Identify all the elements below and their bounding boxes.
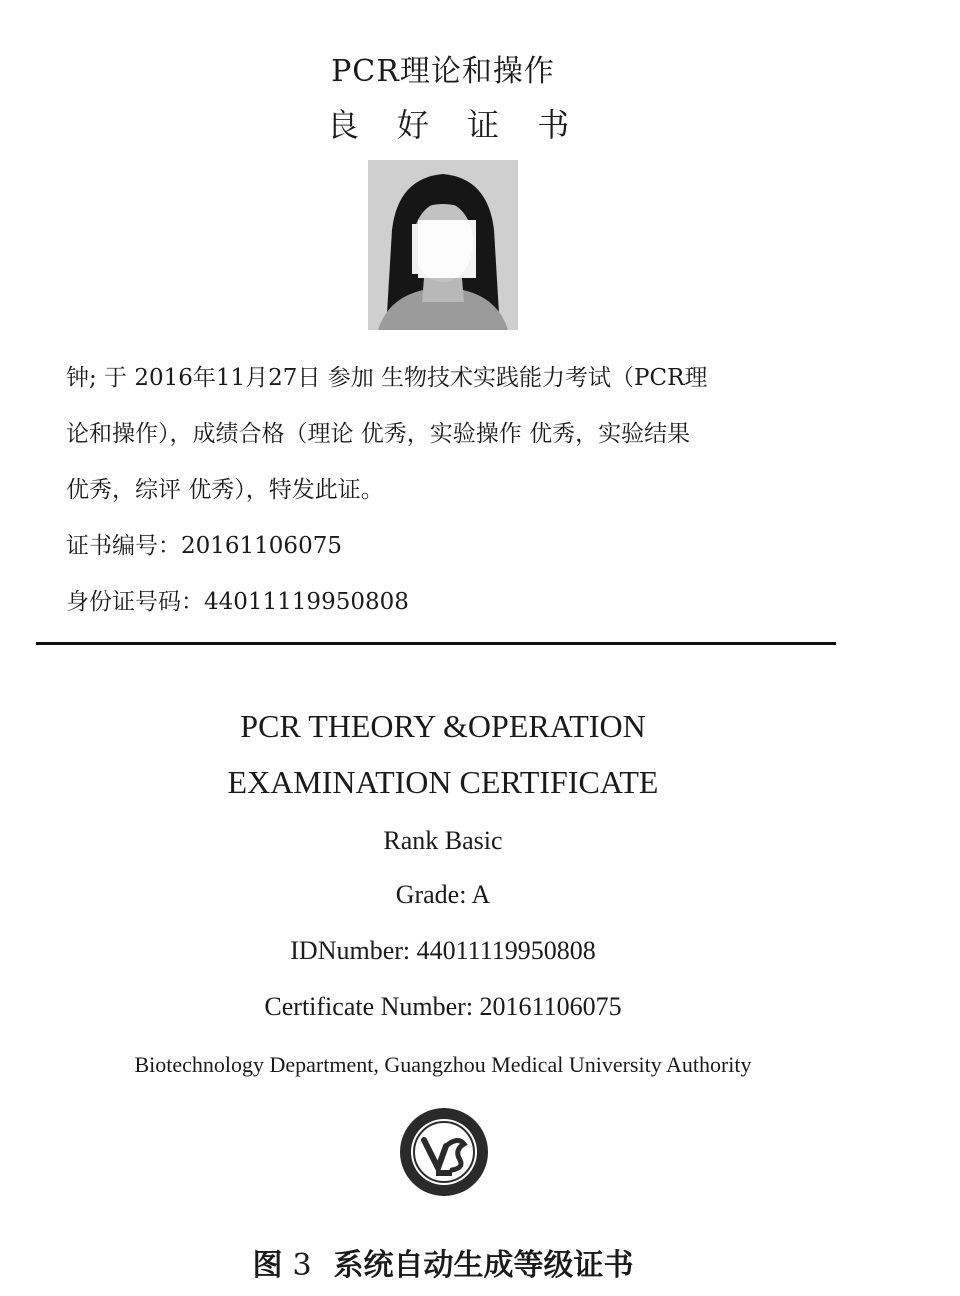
english-rank: Rank Basic	[383, 826, 503, 855]
english-certificate-number: Certificate Number: 20161106075	[264, 992, 622, 1021]
id-photo	[368, 160, 518, 330]
certificate-body-line-2: 论和操作），成绩合格（理论 优秀，实验操作 优秀，实验结果	[66, 421, 691, 447]
figure-caption	[0, 1240, 886, 1284]
certificate-body-line-1: 钟; 于 2016年11月27日 参加 生物技术实践能力考试（PCR理	[66, 365, 708, 391]
certificate-number-row	[66, 518, 826, 574]
certificate-number-label: 证书编号：	[66, 533, 181, 559]
english-title-line1: PCR THEORY &OPERATION	[240, 708, 646, 744]
id-number-value: 44011119950808	[204, 589, 409, 615]
english-title-line2: EXAMINATION CERTIFICATE	[227, 764, 659, 800]
certificate-chinese-title-line1: PCR理论和操作	[331, 54, 555, 89]
certificate-number-value: 20161106075	[181, 533, 342, 559]
university-seal-icon	[398, 1106, 490, 1198]
section-divider	[36, 642, 836, 645]
english-grade: Grade: A	[395, 880, 491, 909]
english-id-number: IDNumber: 44011119950808	[290, 936, 596, 965]
figure-label: 图	[252, 1248, 283, 1283]
issuing-authority: Biotechnology Department, Guangzhou Medical University Authority	[134, 1052, 752, 1077]
figure-number: 3	[292, 1248, 312, 1283]
certificate-chinese-title-line2: 良 好 证 书	[326, 106, 584, 144]
id-number-row	[66, 574, 826, 630]
figure-caption-text: 系统自动生成等级证书	[333, 1248, 634, 1283]
certificate-body-line-3: 优秀，综评 优秀），特发此证。	[66, 477, 384, 503]
id-number-label: 身份证号码：	[66, 589, 204, 615]
